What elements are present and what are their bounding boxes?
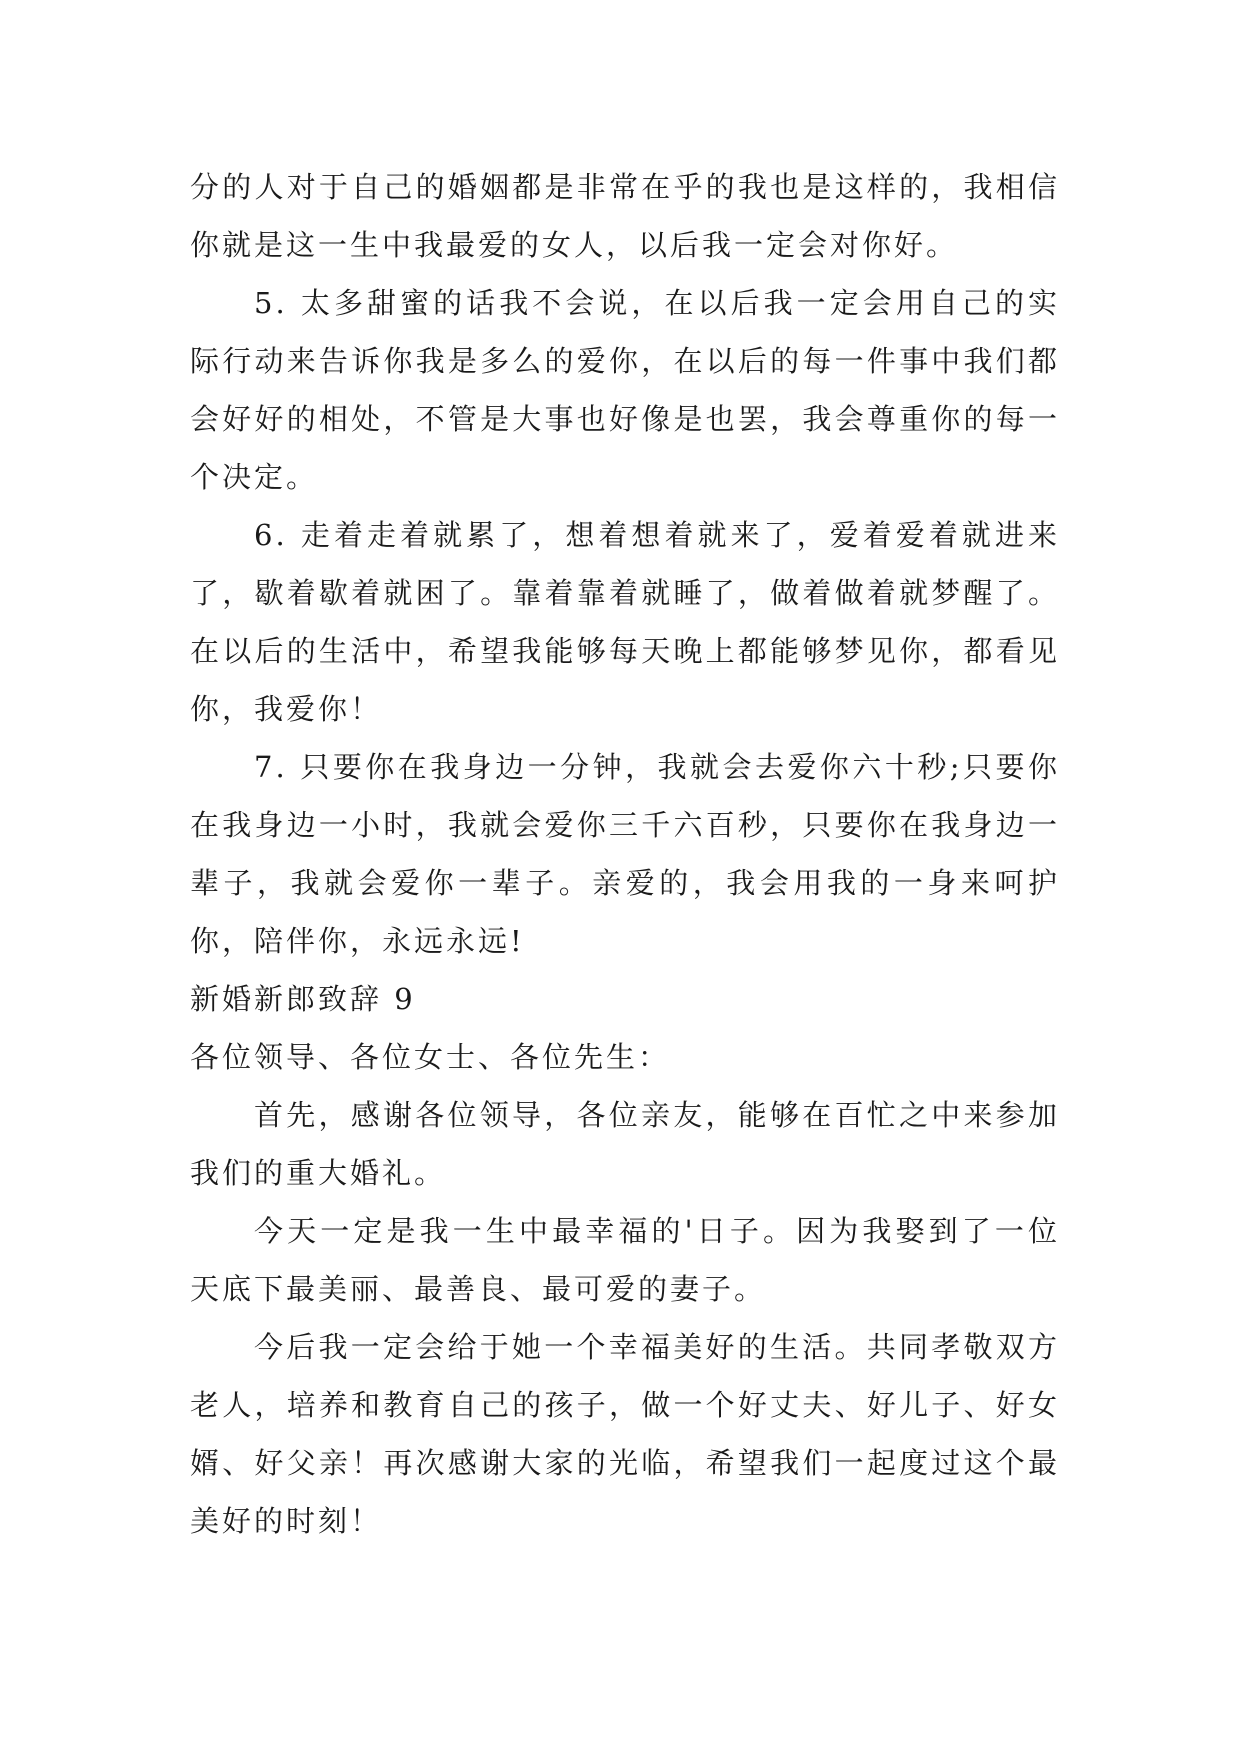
paragraph-continuation: 分的人对于自己的婚姻都是非常在乎的我也是这样的，我相信你就是这一生中我最爱的女人，以后我一定会对你好。 [190,170,1060,262]
paragraph-thanks: 首先，感谢各位领导，各位亲友，能够在百忙之中来参加我们的重大婚礼。 [190,1098,1060,1190]
paragraph-item-6: 6. 走着走着就累了，想着想着就来了，爱着爱着就进来了，歇着歇着就困了。靠着靠着就睡了，做着做着就梦醒了。在以后的生活中，希望我能够每天晚上都能够梦见你，都看见你，我爱你！ [190,518,1060,726]
salutation: 各位领导、各位女士、各位先生： [190,1040,671,1074]
paragraph-promise: 今后我一定会给于她一个幸福美好的生活。共同孝敬双方老人，培养和教育自己的孩子，做一个好丈夫、好儿子、好女婿、好父亲！再次感谢大家的光临，希望我们一起度过这个最美好的时刻！ [190,1330,1060,1538]
document-body [190,158,1060,1550]
paragraph-happiest-day: 今天一定是我一生中最幸福的'日子。因为我娶到了一位天底下最美丽、最善良、最可爱的妻子。 [190,1214,1060,1306]
paragraph-item-7: 7. 只要你在我身边一分钟，我就会去爱你六十秒;只要你在我身边一小时，我就会爱你三千六百秒，只要你在我身边一辈子，我就会爱你一辈子。亲爱的，我会用我的一身来呵护你，陪伴你，永远永远! [190,750,1060,958]
section-heading: 新婚新郎致辞 9 [190,982,416,1016]
paragraph-item-5: 5. 太多甜蜜的话我不会说，在以后我一定会用自己的实际行动来告诉你我是多么的爱你，在以后的每一件事中我们都会好好的相处，不管是大事也好像是也罢，我会尊重你的每一个决定。 [190,286,1060,494]
